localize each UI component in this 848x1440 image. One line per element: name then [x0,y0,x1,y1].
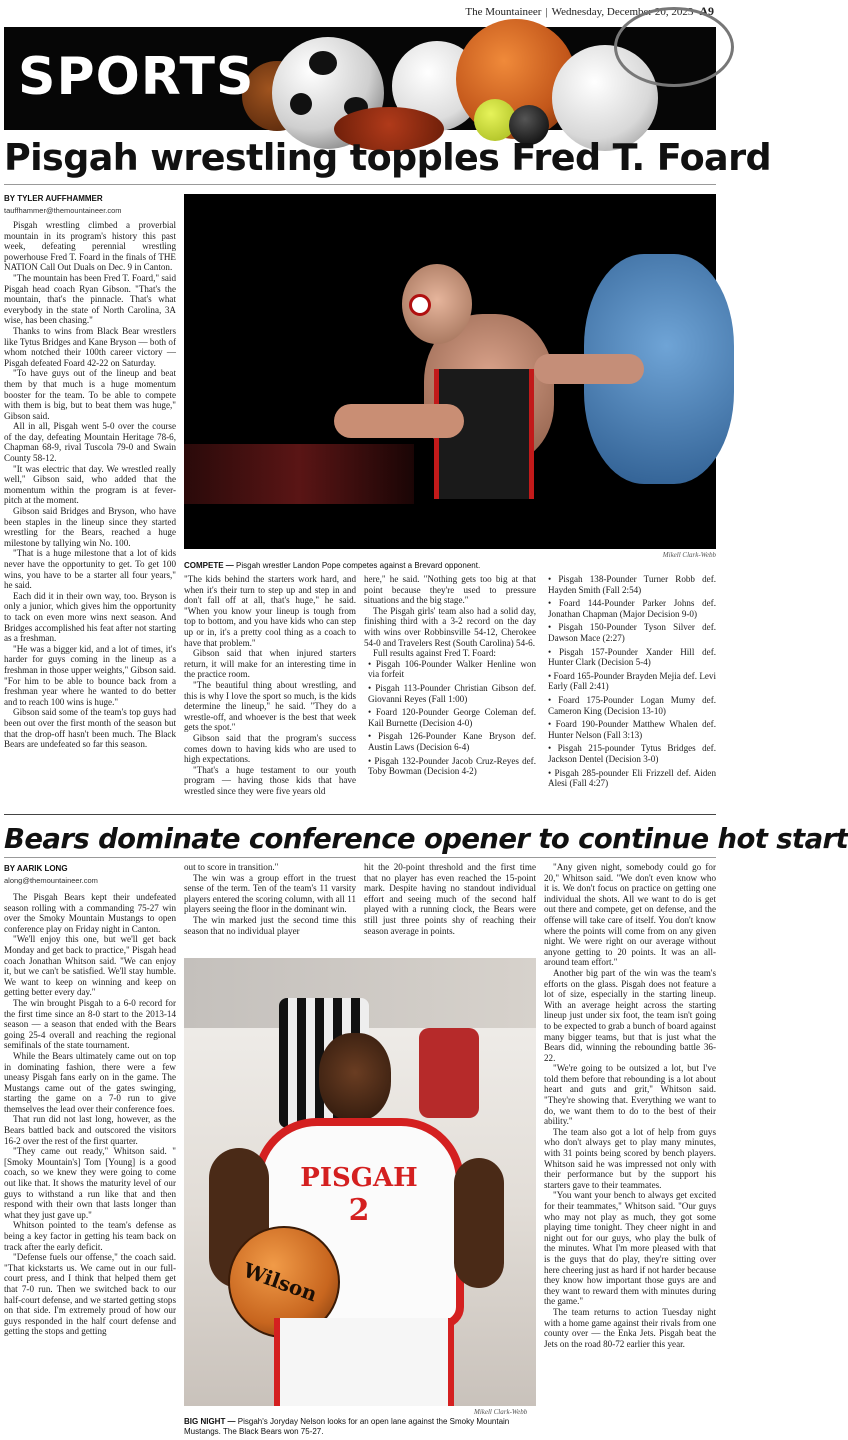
paragraph: Whitson pointed to the team's defense as being a key factor in getting his team back on track after the early deficit. [4,1220,176,1252]
paragraph: "To have guys out of the lineup and beat them by that much is a huge momentum booster for the team. To be able to compete with them is big, but to beat them was huge," Gibson said. [4,368,176,421]
paragraph: All in all, Pisgah went 5-0 over the course of the day, defeating Mountain Heritage 78-6, Chapman 68-9, rival Tuscola 79-0 and Swain County 58-12. [4,421,176,464]
paragraph: That run did not last long, however, as the Bears battled back and outscored the visitors 16-2 over the rest of the first quarter. [4,1114,176,1146]
paragraph: The Pisgah girls' team also had a solid day, finishing third with a 3-2 record on the day with wins over Robbinsville 54-12, Cherokee 54-0 and Travelers Rest (South Carolina) 54-6. [364,605,536,648]
issue-date: Wednesday, December 20, 2023 [551,6,694,18]
paragraph: Full results against Fred T. Foard: [373,648,496,659]
story1-column-2 [184,574,356,808]
paragraph: here," he said. "Nothing gets too big at that point because they're used to pressure situations and the big stage." [364,574,536,606]
story2-headline: Bears dominate conference opener to continue hot start [4,823,848,855]
result-item: • Pisgah 132-Pounder Jacob Cruz-Reyes def. Toby Bowman (Decision 4-2) [368,755,536,777]
soccer-patch-a [309,51,337,75]
jersey-number: 2 [348,1193,370,1228]
story1-column-1 [4,220,176,808]
paragraph: Gibson said that when injured starters return, it will make for an interesting time in the practice room. [184,648,356,680]
headline-rule-1 [4,184,716,185]
story2-photo-credit: Mikell Clark-Webb [474,1408,528,1416]
result-item: • Foard 165-Pounder Brayden Mejia def. Levi Early (Fall 2:41) [548,670,716,692]
caption-text: Pisgah wrestler Landon Pope competes against a Brevard opponent. [233,561,481,570]
paragraph: "The kids behind the starters work hard, and when it's their turn to step up and step in and don't fall off at all, that's huge," he said. "When you know your lineup is tough from top to bottom, and you have kids who can step up or in, it's a pretty cool thing as a coach to have that problem." [184,574,356,648]
paragraph: "The beautiful thing about wrestling, and this is why I love the sport so much, is the kids determine the lineup," he said. "They do a wrestle-off, and whoever is the best that week gets the spot." [184,679,356,733]
paragraph: The win brought Pisgah to a 6-0 record for the first time since an 8-0 start to the 2013-14 season — a season that ended with the Bears going 25-4 overall and reaching the regional semifinals of the state tournament. [4,997,176,1051]
story1-byline: BY TYLER AUFFHAMMER [4,194,103,203]
result-item: • Pisgah 106-Pounder Walker Henline won via forfeit [368,658,536,680]
story1-caption [184,561,716,571]
wrestler-right-arm [534,354,644,384]
paragraph: Pisgah wrestling climbed a proverbial mountain in its program's history this past week, defeating perennial wrestling powerhouse Fred T. Foard in the finals of THE NATION Call Out Duals on Dec. 9 in Canton. [4,220,176,273]
paragraph: Another big part of the win was the team's efforts on the glass. Pisgah does not feature a lot of size, especially in the starting lineup. With an average height across the starting lineup just under six foot, the team isn't going to be expected to grab a bunch of board against many bigger teams, but that is just what the Bears did, winning the rebounding battle 36-22. [544,967,716,1063]
masthead-divider: | [545,6,548,18]
paragraph: Gibson said some of the team's top guys had been out over the first month of the season but that the drop-off hasn't been much. The Black Bears are undefeated so far this season. [4,707,176,750]
soccer-patch-b [290,93,312,115]
paragraph: "It was electric that day. We wrestled really well," Gibson said, who added that the momentum within the program is at fever-pitch at the moment. [4,463,176,506]
wrestling-photo [184,194,716,549]
result-item: • Pisgah 215-pounder Tytus Bridges def. Jackson Dentel (Decision 3-0) [548,743,716,764]
caption-lead: COMPETE — [184,561,234,570]
result-item: • Pisgah 157-Pounder Xander Hill def. Hunter Clark (Decision 5-4) [548,646,716,668]
jersey-text: PISGAH [300,1163,418,1193]
ball-logo: Wilson [240,1257,321,1307]
result-item: • Foard 120-Pounder George Coleman def. Kail Burnette (Decision 4-0) [368,707,536,728]
paragraph: "Defense fuels our offense," the coach said. "That kickstarts us. We came out in our full-court press, and I think that helped them get that 7-0 run. Then we switched back to our half-court defense, and we started getting stops on that side. I'm extremely proud of how our guys responded in the half court defense and getting the stops and getting [4,1252,176,1337]
player-head [319,1033,391,1121]
racquet-icon [614,7,734,87]
result-item: • Pisgah 126-Pounder Kane Bryson def. Austin Laws (Decision 6-4) [368,731,536,752]
story2-byline: BY AARIK LONG [4,864,68,873]
paragraph: The win marked just the second time this season that no individual player [184,914,356,936]
paragraph: Each did it in their own way, too. Bryson is only a junior, which gives him the opportunity to tack on even more wins next season. And Bridges accomplished his feat after not starting as a freshman. [4,590,176,644]
story1-photo-credit: Mikell Clark-Webb [662,551,716,559]
result-item: • Pisgah 113-Pounder Christian Gibson def. Giovanni Reyes (Fall 1:00) [368,682,536,704]
result-item: • Foard 175-Pounder Logan Mumy def. Cameron King (Decision 13-10) [548,694,716,716]
paragraph: The team also got a lot of help from guys who don't always get to play many minutes, with 31 points being scored by bench players. Whitson said he was impressed not only with their performance but by the support his starters gave to their teammates. [544,1126,716,1190]
paragraph: "The mountain has been Fred T. Foard," said Pisgah head coach Ryan Gibson. "That's the mountain, that's the pinnacle. That's what everybody in the state of North Carolina, 3A wise, has been chasing." [4,272,176,326]
story1-column-3 [364,574,536,808]
result-item: • Foard 190-Pounder Matthew Whalen def. Hunter Nelson (Fall 3:13) [548,719,716,740]
paragraph: "You want your bench to always get excited for their teammates," Whitson said. "Our guys who may not play as much, they got some playing time tonight. They cheer night in and night out for our guys, who play the bulk of the minutes. What I'm more pleased with that is the guys that do play, they're sitting over here cheering just as hard if not harder because they know how important those guys are and they want to reward them with minutes during the game." [544,1190,716,1307]
caption-text: Pisgah's Joryday Nelson looks for an open lane against the Smoky Mountain Mustangs. The Black Bears won 75-27. [184,1417,510,1436]
headline-rule-2 [4,857,716,858]
story2-column-2 [184,862,356,956]
story2-caption [184,1417,536,1437]
spectator-red [419,1028,479,1118]
paragraph: The team returns to action Tuesday night with a home game against their rivals from one county over — the Enka Jets. Pisgah beat the Jets on the road 80-72 earlier this year. [544,1306,716,1349]
page-number: A9 [699,4,714,18]
wrestler-left-headgear [409,294,431,316]
result-item: • Pisgah 285-pounder Eli Frizzell def. Aiden Alesi (Fall 4:27) [548,767,716,789]
result-item: • Foard 144-Pounder Parker Johns def. Jonathan Chapman (Major Decision 9-0) [548,598,716,619]
paragraph: "Any given night, somebody could go for 20," Whitson said. "We don't even know who it is. We don't focus on practice on getting one individual the shots. All we want to do is get out there and compete, get on defense, and the offense will take care of itself. You don't know where the points will come from on any given night. We were right on our average without anyone getting to 20 points. It was an all-around team effort." [544,862,716,968]
paragraph: "He was a bigger kid, and a lot of times, it's harder for guys coming in the lineup as a freshman in those upper weights," Gibson said. "For him to be able to bounce back from a freshman year where he wanted to do better and to reach 100 wins is huge." [4,643,176,707]
paragraph: "We're going to be outsized a lot, but I've told them before that rebounding is a lot about heart and guts and grit," Whitson said. "They're showing that. Everything we want to do, we want them to do to the best of their ability." [544,1063,716,1127]
player-arm-right [454,1158,504,1288]
wrestler-left-arm [334,404,464,438]
paragraph: hit the 20-point threshold and the first time that no player has even reached the 15-point mark. Despite having no standout individual effort and seeing much of the second half played with a running clock, the Bears were still just three points shy of reaching their season average in points. [364,862,536,936]
paragraph: out to score in transition." [184,862,279,872]
story-divider [4,814,716,815]
paragraph: "They came out ready," Whitson said. "[Smoky Mountain's] Tom [Young] is a good coach, so we knew they were going to come out like that. It shows the maturity level of our guys to withstand a run like that and then respond with their own that lasts longer than what they just gave up." [4,1146,176,1220]
paragraph: The Pisgah Bears kept their undefeated season rolling with a commanding 75-27 win over the Smoky Mountain Mustangs to open conference play on Friday night in Canton. [4,892,176,934]
caption-lead: BIG NIGHT — [184,1417,236,1426]
basketball-photo [184,958,536,1406]
paragraph: Gibson said that the program's success comes down to having kids who are used to high expectations. [184,732,356,765]
story1-headline: Pisgah wrestling topples Fred T. Foard [4,136,772,179]
paper-name: The Mountaineer [465,6,542,18]
story2-column-4 [544,862,716,1438]
story1-column-4 [544,574,716,808]
paragraph: While the Bears ultimately came out on top in dominating fashion, there were a few uneasy Pisgah fans early on in the game. The Mustangs came out of the gates swinging, starting the game on a 7-0 run to give themselves the lead over their conference foes. [4,1050,176,1114]
story2-column-1 [4,892,176,1438]
result-item: • Pisgah 150-Pounder Tyson Silver def. Dawson Mace (2:27) [548,622,716,643]
paragraph: Gibson said Bridges and Bryson, who have been staples in the lineup since they started wrestling for the Bears, reached a huge milestone by tallying win No. 100. [4,506,176,548]
result-item: • Pisgah 138-Pounder Turner Robb def. Hayden Smith (Fall 2:54) [548,574,716,595]
photo-banner-bg [184,444,414,504]
player-shorts [274,1318,454,1406]
sports-banner [4,27,716,130]
story2-email: along@themountaineer.com [4,876,98,885]
paragraph: The win was a group effort in the truest sense of the term. Ten of the team's 11 varsity players entered the scoring column, with all 11 players seeing the floor in the dominant win. [184,872,356,915]
story2-column-3 [364,862,536,956]
paragraph: "That is a huge milestone that a lot of kids never have the opportunity to get. To get 100 wins, you have to be a starter all four years," he said. [4,548,176,591]
paragraph: "That's a huge testament to our youth program — having those kids that have wrestled since they were five years old [184,764,356,796]
paragraph: "We'll enjoy this one, but we'll get back Monday and get back to practice," Pisgah head coach Jonathan Whitson said. "We can enjoy it, but we can't be satisfied. We'll stay humble. We want to keep on winning and keep on getting better every day." [4,934,176,998]
section-label: SPORTS [18,47,255,107]
story1-email: tauffhammer@themountaineer.com [4,206,122,215]
paragraph: Thanks to wins from Black Bear wrestlers like Tytus Bridges and Kane Bryson — both of whom notched their 100th career victory — Pisgah defeated Foard 42-22 on Saturday. [4,325,176,368]
